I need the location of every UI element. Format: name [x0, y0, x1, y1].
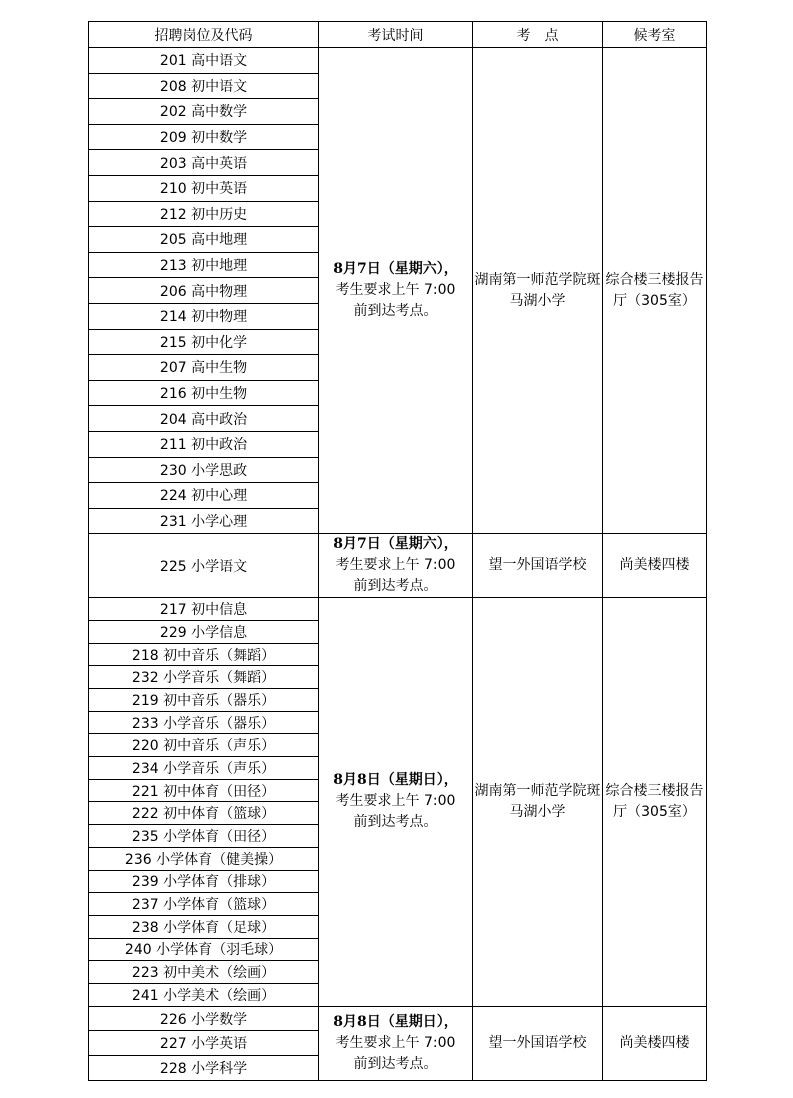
- exam-venue-cell: 望一外国语学校: [473, 534, 603, 598]
- position-cell: 232 小学音乐（舞蹈）: [89, 666, 319, 689]
- header-place: 考 点: [473, 22, 603, 48]
- waiting-room-cell: 综合楼三楼报告厅（305室）: [603, 48, 707, 534]
- position-cell: 202 高中数学: [89, 99, 319, 125]
- exam-arrival-time: 考生要求上午 7:00: [335, 1034, 456, 1051]
- exam-arrival-note: 前到达考点。: [353, 814, 438, 831]
- position-cell: 222 初中体育（篮球）: [89, 802, 319, 825]
- position-cell: 235 小学体育（田径）: [89, 825, 319, 848]
- position-cell: 228 小学科学: [89, 1056, 319, 1081]
- exam-date: 8月8日（星期日），: [333, 772, 458, 789]
- position-cell: 219 初中音乐（器乐）: [89, 689, 319, 712]
- table-row: [89, 534, 707, 598]
- position-cell: 229 小学信息: [89, 620, 319, 643]
- position-cell: 234 小学音乐（声乐）: [89, 757, 319, 780]
- position-cell: 201 高中语文: [89, 48, 319, 74]
- exam-venue-cell: 湖南第一师范学院斑马湖小学: [473, 48, 603, 534]
- position-cell: 238 小学体育（足球）: [89, 915, 319, 938]
- position-cell: 208 初中语文: [89, 73, 319, 99]
- header-time: 考试时间: [319, 22, 473, 48]
- exam-schedule-table: [88, 21, 707, 1081]
- position-cell: 240 小学体育（羽毛球）: [89, 938, 319, 961]
- position-cell: 223 初中美术（绘画）: [89, 961, 319, 984]
- exam-arrival-note: 前到达考点。: [353, 578, 438, 595]
- exam-date: 8月8日（星期日），: [333, 1013, 458, 1030]
- exam-date: 8月7日（星期六），: [333, 536, 458, 553]
- exam-venue-cell: 湖南第一师范学院斑马湖小学: [473, 598, 603, 1006]
- waiting-room-cell: 尚美楼四楼: [603, 1006, 707, 1080]
- position-cell: 209 初中数学: [89, 124, 319, 150]
- position-cell: 206 高中物理: [89, 278, 319, 304]
- position-cell: 224 初中心理: [89, 483, 319, 509]
- position-cell: 226 小学数学: [89, 1006, 319, 1031]
- table-row: [89, 48, 707, 74]
- waiting-room-cell: 综合楼三楼报告厅（305室）: [603, 598, 707, 1006]
- exam-time-cell: [319, 534, 473, 598]
- position-cell: 216 初中生物: [89, 380, 319, 406]
- exam-arrival-note: 前到达考点。: [353, 303, 438, 320]
- position-cell: 214 初中物理: [89, 303, 319, 329]
- exam-arrival-time: 考生要求上午 7:00: [335, 557, 456, 574]
- header-room: 候考室: [603, 22, 707, 48]
- position-cell: 231 小学心理: [89, 508, 319, 534]
- position-cell: 230 小学思政: [89, 457, 319, 483]
- position-cell: 236 小学体育（健美操）: [89, 847, 319, 870]
- position-cell: 204 高中政治: [89, 406, 319, 432]
- position-cell: 233 小学音乐（器乐）: [89, 711, 319, 734]
- exam-arrival-time: 考生要求上午 7:00: [335, 793, 456, 810]
- position-cell: 207 高中生物: [89, 355, 319, 381]
- position-cell: 203 高中英语: [89, 150, 319, 176]
- schedule-body: [89, 48, 707, 1081]
- position-cell: 239 小学体育（排球）: [89, 870, 319, 893]
- position-cell: 227 小学英语: [89, 1031, 319, 1056]
- header-row: [89, 22, 707, 48]
- position-cell: 217 初中信息: [89, 598, 319, 621]
- position-cell: 220 初中音乐（声乐）: [89, 734, 319, 757]
- position-cell: 225 小学语文: [89, 534, 319, 598]
- position-cell: 210 初中英语: [89, 175, 319, 201]
- exam-time-cell: [319, 598, 473, 1006]
- position-cell: 211 初中政治: [89, 431, 319, 457]
- exam-arrival-note: 前到达考点。: [353, 1055, 438, 1072]
- exam-arrival-time: 考生要求上午 7:00: [335, 282, 456, 299]
- exam-venue-cell: 望一外国语学校: [473, 1006, 603, 1080]
- position-cell: 218 初中音乐（舞蹈）: [89, 643, 319, 666]
- position-cell: 241 小学美术（绘画）: [89, 983, 319, 1006]
- position-cell: 221 初中体育（田径）: [89, 779, 319, 802]
- header-position: 招聘岗位及代码: [89, 22, 319, 48]
- table-row: [89, 598, 707, 621]
- table-row: [89, 1006, 707, 1031]
- exam-date: 8月7日（星期六），: [333, 261, 458, 278]
- exam-time-cell: [319, 1006, 473, 1080]
- exam-time-cell: [319, 48, 473, 534]
- position-cell: 212 初中历史: [89, 201, 319, 227]
- position-cell: 213 初中地理: [89, 252, 319, 278]
- waiting-room-cell: 尚美楼四楼: [603, 534, 707, 598]
- position-cell: 205 高中地理: [89, 227, 319, 253]
- position-cell: 237 小学体育（篮球）: [89, 893, 319, 916]
- position-cell: 215 初中化学: [89, 329, 319, 355]
